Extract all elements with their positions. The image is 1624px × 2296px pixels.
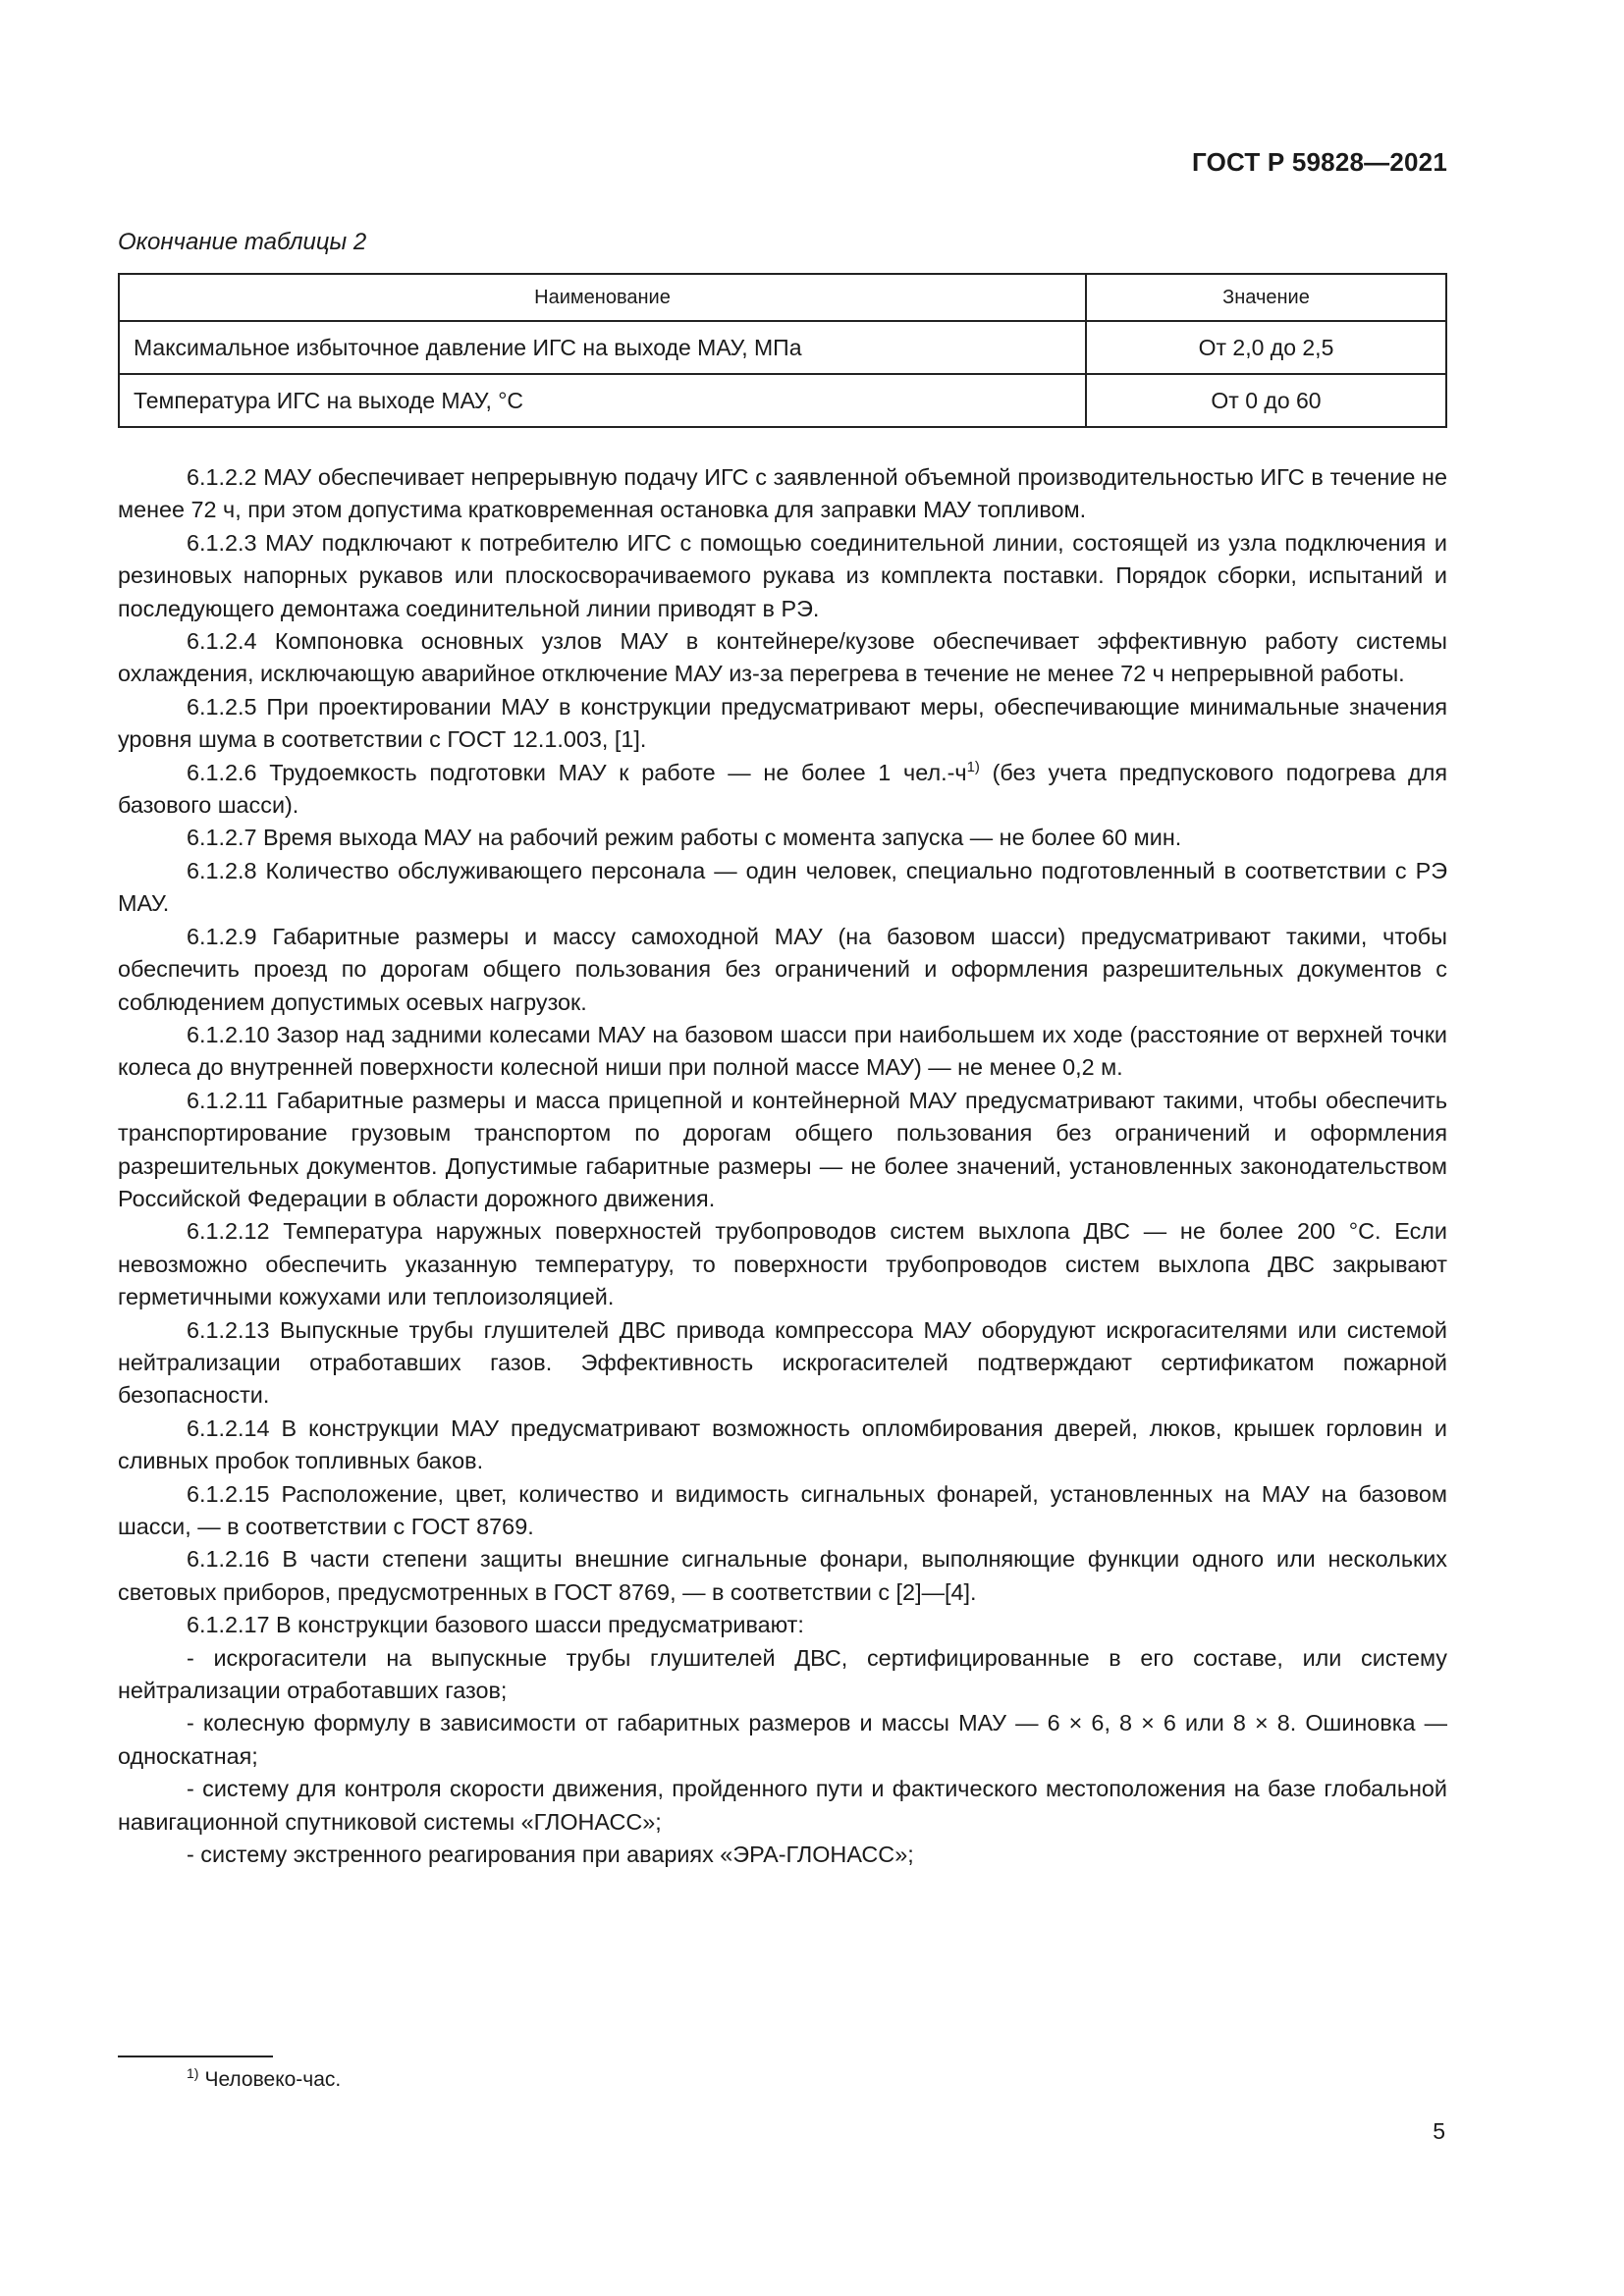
footnote [187, 2065, 342, 2092]
list-item: - искрогасители на выпускные трубы глушителей ДВС, сертифицированные в его составе, или систему нейтрализации отработавших газов; [118, 1644, 1447, 1704]
column-header-value: Значение [1086, 274, 1446, 321]
paragraph-6-1-2-12: 6.1.2.12 Температура наружных поверхностей трубопроводов систем выхлопа ДВС — не более 200 °С. Если невозможно обеспечить указанную температуру, то поверхности трубопроводов систем выхлопа ДВС закрывают герметичными кожухами или теплоизоляцией. [118, 1218, 1447, 1310]
paragraph-6-1-2-6 [118, 757, 1447, 823]
table-row [119, 321, 1446, 374]
page-number: 5 [1433, 2118, 1445, 2144]
paragraph-6-1-2-13: 6.1.2.13 Выпускные трубы глушителей ДВС привода компрессора МАУ оборудуют искрогасителями или системой нейтрализации отработавших газов. Эффективность искрогасителей подтверждают сертификатом пожарной безопасности. [118, 1316, 1447, 1409]
table-cell-name: Температура ИГС на выходе МАУ, °С [119, 374, 1086, 427]
list-item: - систему экстренного реагирования при авариях «ЭРА-ГЛОНАСС»; [187, 1842, 914, 1868]
paragraph-6-1-2-5: 6.1.2.5 При проектировании МАУ в конструкции предусматривают меры, обеспечивающие минимальные значения уровня шума в соответствии с ГОСТ 12.1.003, [1]. [118, 693, 1447, 753]
paragraph-6-1-2-14: 6.1.2.14 В конструкции МАУ предусматривают возможность опломбирования дверей, люков, крышек горловин и сливных пробок топливных баков. [118, 1415, 1447, 1474]
footnote-mark: 1) [187, 2065, 199, 2081]
table-caption: Окончание таблицы 2 [118, 229, 367, 255]
paragraph-text: 6.1.2.6 Трудоемкость подготовки МАУ к работе — не более 1 чел.-ч [187, 759, 967, 785]
paragraph-6-1-2-2: 6.1.2.2 МАУ обеспечивает непрерывную подачу ИГС с заявленной объемной производительностью ИГС в течение не менее 72 ч, при этом допустима кратковременная остановка для заправки МАУ топливом. [118, 464, 1447, 523]
spec-table [118, 273, 1447, 428]
paragraph-6-1-2-4: 6.1.2.4 Компоновка основных узлов МАУ в контейнере/кузове обеспечивает эффективную работу системы охлаждения, исключающую аварийное отключение МАУ из-за перегрева в течение не менее 72 ч непрерывной работы. [118, 628, 1447, 687]
paragraph-6-1-2-16: 6.1.2.16 В части степени защиты внешние сигнальные фонари, выполняющие функции одного или нескольких световых приборов, предусмотренных в ГОСТ 8769, — в соответствии с [2]—[4]. [118, 1546, 1447, 1605]
paragraph-text: (без учета предпускового подогрева для базового шасси). [118, 759, 1448, 819]
body-text [118, 461, 1447, 1871]
table-cell-name: Максимальное избыточное давление ИГС на выходе МАУ, МПа [119, 321, 1086, 374]
list-item: - систему для контроля скорости движения, пройденного пути и фактического местоположения на базе глобальной навигационной спутниковой системы «ГЛОНАСС»; [118, 1776, 1447, 1835]
paragraph-6-1-2-9: 6.1.2.9 Габаритные размеры и массу самоходной МАУ (на базовом шасси) предусматривают такими, чтобы обеспечить проезд по дорогам общего пользования без ограничений и оформления разрешительных документов с соблюдением допустимых осевых нагрузок. [118, 923, 1447, 1015]
table-row [119, 374, 1446, 427]
column-header-name: Наименование [119, 274, 1086, 321]
footnote-reference: 1) [966, 758, 980, 775]
paragraph-6-1-2-7: 6.1.2.7 Время выхода МАУ на рабочий режим работы с момента запуска — не более 60 мин. [187, 825, 1182, 851]
paragraph-6-1-2-3: 6.1.2.3 МАУ подключают к потребителю ИГС с помощью соединительной линии, состоящей из узла подключения и резиновых напорных рукавов или плоскосворачиваемого рукава из комплекта поставки. Порядок сборки, испытаний и последующего демонтажа соединительной линии приводят в РЭ. [118, 529, 1447, 621]
document-code: ГОСТ Р 59828—2021 [1192, 147, 1447, 177]
table-header-row [119, 274, 1446, 321]
footnote-divider [118, 2056, 273, 2057]
table-cell-value: От 0 до 60 [1086, 374, 1446, 427]
table-cell-value: От 2,0 до 2,5 [1086, 321, 1446, 374]
paragraph-6-1-2-15: 6.1.2.15 Расположение, цвет, количество и видимость сигнальных фонарей, установленных на МАУ на базовом шасси, — в соответствии с ГОСТ 8769. [118, 1480, 1447, 1539]
paragraph-6-1-2-8: 6.1.2.8 Количество обслуживающего персонала — один человек, специально подготовленный в соответствии с РЭ МАУ. [118, 857, 1447, 917]
paragraph-6-1-2-11: 6.1.2.11 Габаритные размеры и масса прицепной и контейнерной МАУ предусматривают такими, чтобы обеспечить транспортирование грузовым транспортом по дорогам общего пользования без ограничений и оформления разрешительных документов. Допустимые габаритные размеры — не более значений, установленных законодательством Российской Федерации в области дорожного движения. [118, 1087, 1447, 1211]
paragraph-6-1-2-10: 6.1.2.10 Зазор над задними колесами МАУ на базовом шасси при наибольшем их ходе (расстояние от верхней точки колеса до внутренней поверхности колесной ниши при полной массе МАУ) — не менее 0,2 м. [118, 1021, 1447, 1081]
paragraph-6-1-2-17: 6.1.2.17 В конструкции базового шасси предусматривают: [187, 1612, 804, 1638]
footnote-text: Человеко-час. [204, 2068, 342, 2091]
list-item: - колесную формулу в зависимости от габаритных размеров и массы МАУ — 6 × 6, 8 × 6 или 8 × 8. Ошиновка — односкатная; [118, 1710, 1447, 1769]
